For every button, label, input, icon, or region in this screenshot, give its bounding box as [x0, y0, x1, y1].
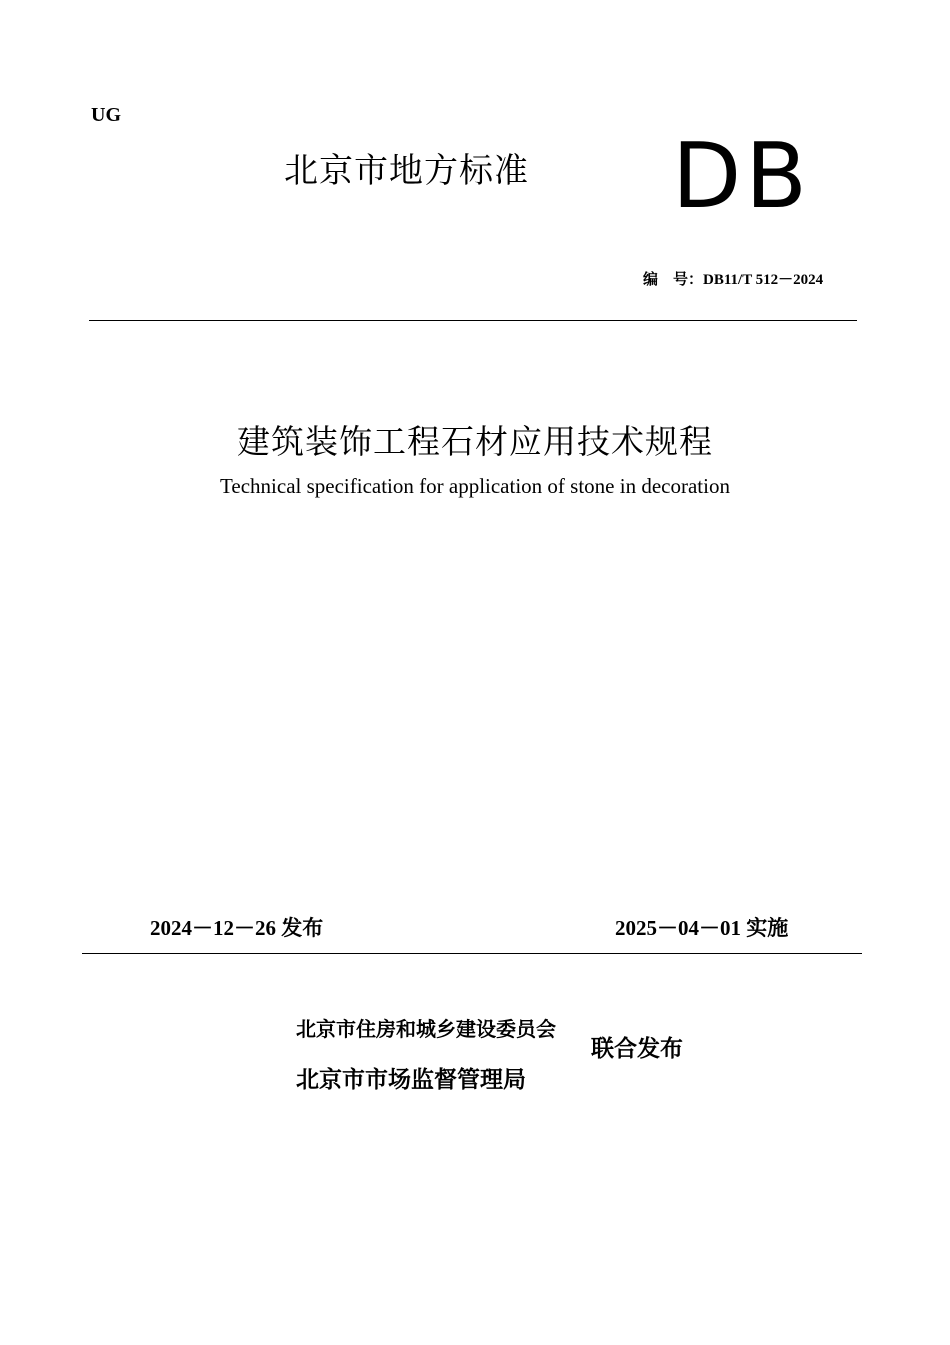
standard-number: DB11/T 512－2024	[703, 272, 824, 288]
implementation-label: 实施	[746, 916, 789, 940]
classification-code: UG	[91, 104, 121, 126]
issue-date: 2024－12－26	[150, 916, 276, 940]
standard-category-title: 北京市地方标准	[284, 151, 529, 191]
document-title-chinese: 建筑装饰工程石材应用技术规程	[237, 422, 713, 461]
document-title-english: Technical specification for application of stone in decoration	[220, 474, 730, 498]
implementation-date: 2025－04－01	[615, 916, 741, 940]
top-divider	[89, 320, 857, 321]
issuer-housing-commission: 北京市住房和城乡建设委员会	[296, 1017, 556, 1041]
issuer-market-regulation: 北京市市场监督管理局	[296, 1067, 526, 1093]
joint-release-label: 联合发布	[591, 1036, 683, 1062]
standard-number-label: 编 号：	[643, 272, 704, 288]
issue-date-line	[150, 912, 323, 942]
issue-label: 发布	[281, 916, 324, 940]
standard-number-line	[643, 268, 823, 289]
bottom-divider	[82, 953, 862, 954]
implementation-date-line	[615, 912, 788, 942]
standard-logo: DB	[672, 124, 812, 229]
